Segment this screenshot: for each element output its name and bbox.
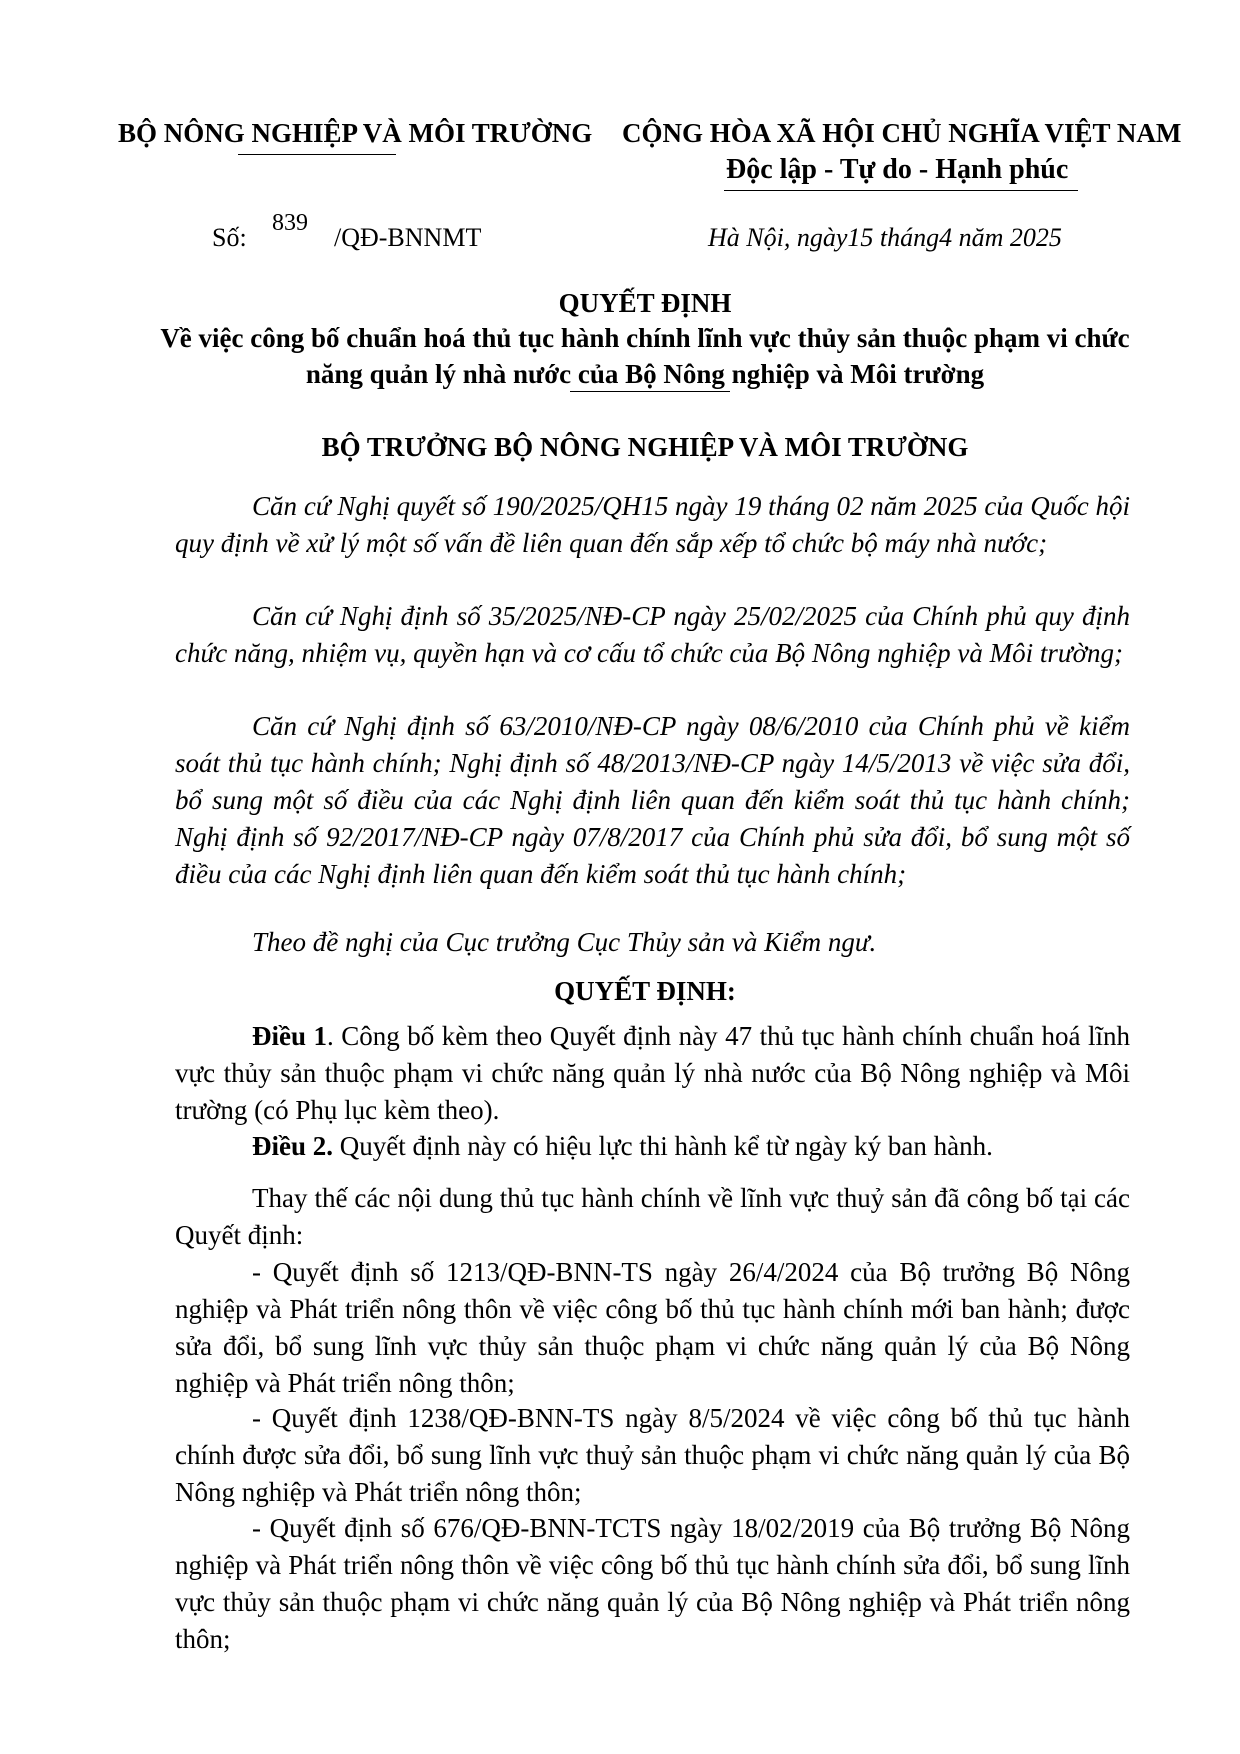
doc-number-value: 839 bbox=[272, 210, 308, 236]
country-name: CỘNG HÒA XÃ HỘI CHỦ NGHĨA VIỆT NAM bbox=[622, 118, 1182, 148]
preamble-3: Căn cứ Nghị định số 63/2010/NĐ-CP ngày 08/6/2010 của Chính phủ về kiểm soát thủ tục hành chính; Nghị định số 48/2013/NĐ-CP ngày 14/5/2013 về việc sửa đổi, bổ sung một số điều của các Nghị định liên quan đến kiểm soát thủ tục hành chính; Nghị định số 92/2017/NĐ-CP ngày 07/8/2017 của Chính phủ sửa đổi, bổ sung một số điều của các Nghị định liên quan đến kiểm soát thủ tục hành chính; bbox=[175, 711, 1130, 889]
preamble-2: Căn cứ Nghị định số 35/2025/NĐ-CP ngày 25/02/2025 của Chính phủ quy định chức năng, nhiệm vụ, quyền hạn và cơ cấu tổ chức của Bộ Nông nghiệp và Môi trường; bbox=[175, 601, 1130, 668]
motto-underline bbox=[724, 190, 1078, 191]
doc-number-label: Số: bbox=[212, 223, 247, 252]
replaced-decision-2: - Quyết định 1238/QĐ-BNN-TS ngày 8/5/2024 về việc công bố thủ tục hành chính được sửa đổi, bổ sung lĩnh vực thuỷ sản thuộc phạm vi chức năng quản lý của Bộ Nông nghiệp và Phát triển nông thôn; bbox=[175, 1403, 1130, 1507]
article-1-text: . Công bố kèm theo Quyết định này 47 thủ tục hành chính chuẩn hoá lĩnh vực thủy sản thuộc phạm vi chức năng quản lý nhà nước của Bộ Nông nghiệp và Môi trường (có Phụ lục kèm theo). bbox=[175, 1021, 1131, 1125]
preamble-1: Căn cứ Nghị quyết số 190/2025/QH15 ngày 19 tháng 02 năm 2025 của Quốc hội quy định về xử lý một số vấn đề liên quan đến sắp xếp tổ chức bộ máy nhà nước; bbox=[175, 491, 1130, 558]
article-1-label: Điều 1 bbox=[252, 1021, 327, 1051]
date-line: Hà Nội, ngày15 tháng4 năm 2025 bbox=[708, 223, 1062, 252]
preamble-4: Theo đề nghị của Cục trưởng Cục Thủy sản và Kiểm ngư. bbox=[252, 927, 877, 957]
national-motto: Độc lập - Tự do - Hạnh phúc bbox=[726, 154, 1069, 185]
article-2-text: Quyết định này có hiệu lực thi hành kể từ ngày ký ban hành. bbox=[333, 1131, 993, 1161]
document-subtitle: Về việc công bố chuẩn hoá thủ tục hành chính lĩnh vực thủy sản thuộc phạm vi chức năng quản lý nhà nước của Bộ Nông nghiệp và Môi trường bbox=[160, 323, 1130, 389]
article-2-label: Điều 2. bbox=[252, 1131, 333, 1161]
ministry-name: BỘ NÔNG NGHIỆP VÀ MÔI TRƯỜNG bbox=[118, 118, 593, 148]
replace-intro: Thay thế các nội dung thủ tục hành chính về lĩnh vực thuỷ sản đã công bố tại các Quyết định: bbox=[175, 1183, 1130, 1250]
issuer-heading: BỘ TRƯỞNG BỘ NÔNG NGHIỆP VÀ MÔI TRƯỜNG bbox=[321, 432, 969, 462]
decision-heading: QUYẾT ĐỊNH: bbox=[554, 976, 736, 1006]
article-2 bbox=[175, 1128, 1130, 1165]
subtitle-underline bbox=[570, 391, 730, 392]
replaced-decision-3: - Quyết định số 676/QĐ-BNN-TCTS ngày 18/02/2019 của Bộ trưởng Bộ Nông nghiệp và Phát triển nông thôn về việc công bố thủ tục hành chính sửa đổi, bổ sung lĩnh vực thủy sản thuộc phạm vi chức năng quản lý của Bộ Nông nghiệp và Phát triển nông thôn; bbox=[175, 1513, 1130, 1654]
document-title: QUYẾT ĐỊNH bbox=[558, 288, 732, 318]
ministry-underline bbox=[238, 154, 396, 155]
article-1 bbox=[175, 1018, 1130, 1129]
doc-number-code: /QĐ-BNNMT bbox=[334, 223, 482, 252]
replaced-decision-1: - Quyết định số 1213/QĐ-BNN-TS ngày 26/4/2024 của Bộ trưởng Bộ Nông nghiệp và Phát triển nông thôn về việc công bố thủ tục hành chính mới ban hành; được sửa đổi, bổ sung lĩnh vực thủy sản thuộc phạm vi chức năng quản lý của Bộ Nông nghiệp và Phát triển nông thôn; bbox=[175, 1257, 1130, 1398]
